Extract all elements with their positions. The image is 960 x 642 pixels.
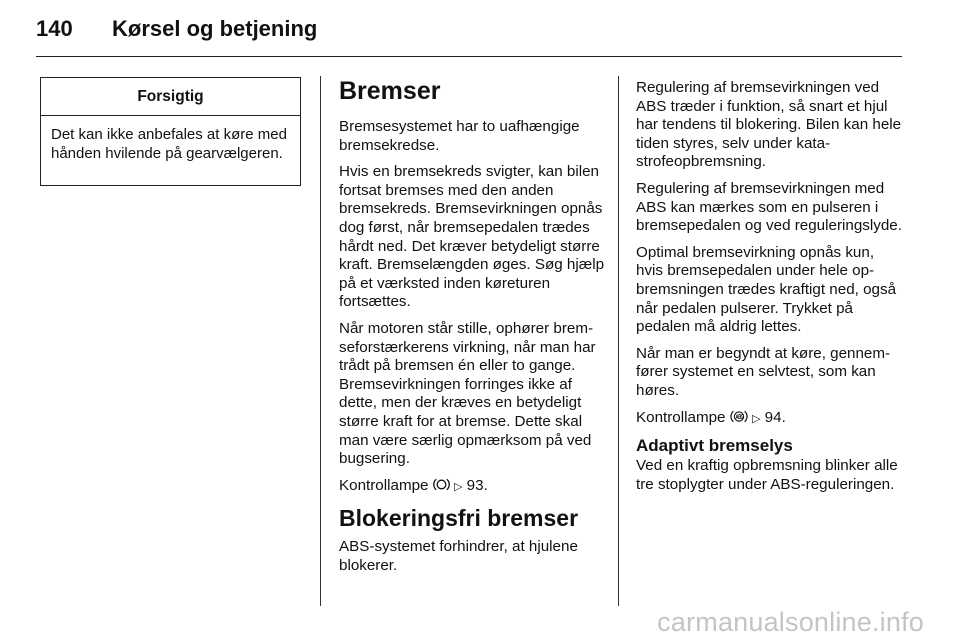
column-divider-left — [320, 76, 321, 606]
caution-box — [40, 77, 301, 186]
adaptive-paragraph-1: Ved en kraftig opbremsning blinker alle tre stoplygter under ABS-reguleringen. — [636, 457, 898, 493]
abs-paragraph-4: Optimal bremsevirkning opnås kun, hvis bremsepedalen under hele opbremsningen trædes kraftigt ned, også når pedalen pulserer. Trykket på pedalen må aldrig lettes. — [636, 243, 897, 336]
lamp-label: Kontrollampe — [636, 408, 726, 426]
lamp-page-ref: 93. — [466, 476, 488, 494]
brake-warning-lamp-icon — [433, 477, 450, 492]
brakes-paragraph-3: Når motoren står stille, ophører bremseforstærkerens virkning, når man har trådt på bremsen én eller to gange. Bremsevirkningen forringes ikke af dette, men der kræves en betydeligt større kraft for at bremse. Dette skal man være særlig opmærksom på ved bugsering. — [339, 319, 596, 468]
column-middle — [339, 76, 605, 583]
caution-title: Forsigtig — [41, 78, 300, 116]
abs-paragraph-3: Regulering af bremsevirkningen med ABS kan mærkes som en pulseren i bremsepedalen og ved reguleringslyde. — [636, 179, 902, 235]
page-header — [36, 16, 317, 42]
abs-warning-lamp-icon — [730, 409, 748, 424]
brakes-lamp-reference — [339, 477, 605, 497]
page-number: 140 — [36, 16, 73, 41]
brakes-paragraph-1: Bremsesystemet har to uafhængige bremsekredse. — [339, 118, 580, 154]
watermark: carmanualsonline.info — [657, 607, 924, 637]
page-reference-arrow-icon: ▷ — [751, 412, 761, 425]
heading-abs: Blokeringsfri bremser — [339, 505, 579, 532]
header-rule — [36, 56, 902, 57]
abs-paragraph-1: ABS-systemet forhindrer, at hjulene blokerer. — [339, 538, 578, 574]
brakes-paragraph-2: Hvis en bremsekreds svigter, kan bilen fortsat bremses med den anden bremsekreds. Bremsevirkningen opnås dog først, når bremsepedalen trædes hårdt ned. Det kræver betydeligt større kraft. Bremselængden øges. Søg hjælp på et værksted inden køreturen fortsættes. — [339, 163, 605, 311]
lamp-page-ref: 94. — [764, 408, 786, 426]
abs-lamp-reference — [636, 409, 904, 429]
abs-paragraph-2: Regulering af bremsevirkningen ved ABS træder i funktion, så snart et hjul har tendens til blokering. Bilen kan hele tiden styres, selv under katastrofeopbremsning. — [636, 79, 902, 171]
abs-paragraph-5: Når man er begyndt at køre, gennemfører systemet en selvtest, som kan høres. — [636, 344, 891, 399]
column-divider-right — [618, 76, 619, 606]
heading-adaptive-brake-light: Adaptivt bremselys — [636, 436, 793, 456]
section-title: Kørsel og betjening — [112, 16, 318, 41]
heading-brakes: Bremser — [339, 77, 441, 105]
lamp-label: Kontrollampe — [339, 476, 429, 494]
caution-text: Det kan ikke anbefales at køre med hånden hvilende på gearvælgeren. — [51, 126, 287, 162]
page-reference-arrow-icon: ▷ — [453, 480, 463, 493]
column-right — [636, 79, 904, 502]
